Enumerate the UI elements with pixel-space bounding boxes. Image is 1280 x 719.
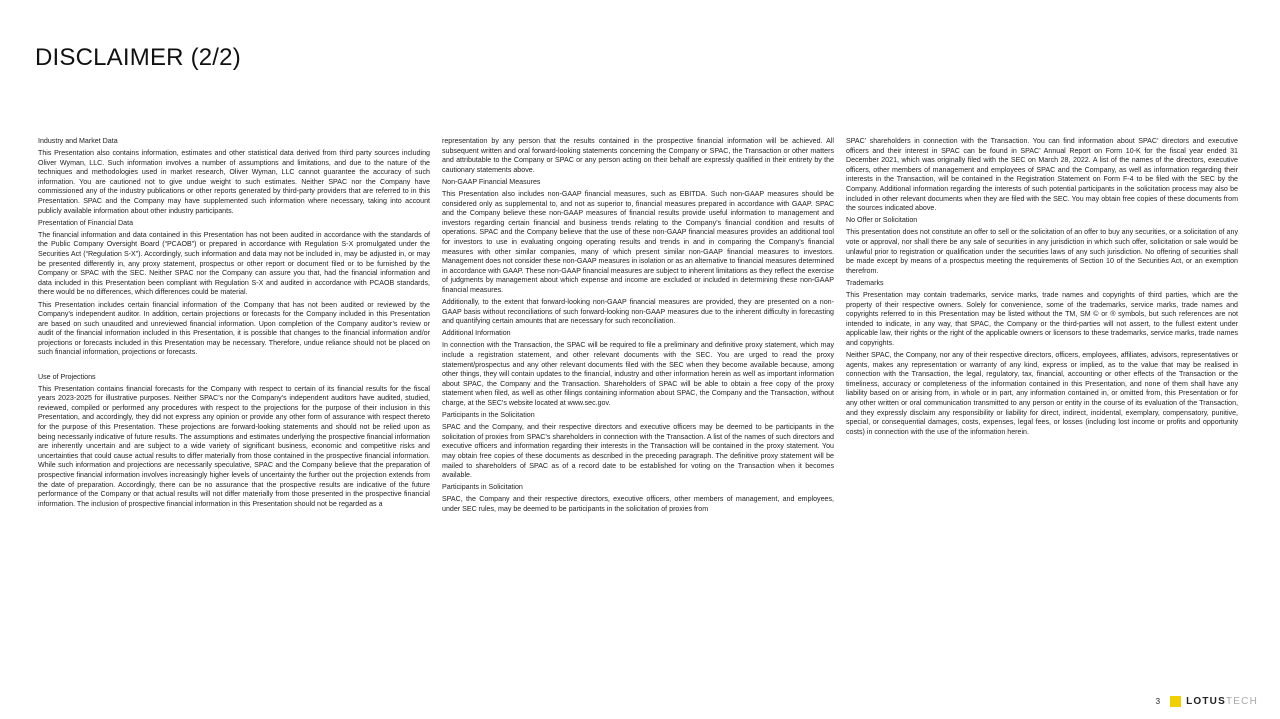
section-paragraph: This Presentation also includes non-GAAP financial measures, such as EBITDA. Such non-GAAP measures should be considered only as supplemental to, and not as superior to, financial measures prepared in accordance with GAAP. SPAC and the Company believe these non-GAAP measures of financial results provide useful information to management and investors regarding certain financial and business trends relating to the Company’s financial condition and results of operations. SPAC and the Company believe that the use of these non-GAAP financial measures provides an additional tool for investors to use in evaluating ongoing operating results and trends in and in comparing the Company’s financial measures with other similar companies, many of which present similar non-GAAP financial measures to investors. Management does not consider these non-GAAP measures in isolation or as an alternative to financial measures determined in accordance with GAAP. These non-GAAP financial measures are subject to inherent limitations as they reflect the exercise of judgments by management about which expense and income are excluded or included in determining these non-GAAP financial measures. <box>442 189 834 294</box>
footer <box>1156 696 1258 707</box>
section-paragraph: representation by any person that the results contained in the prospective financial information will be achieved. All subsequent written and oral forward-looking statements concerning the Company or SPAC, the Transaction or other matters and attributable to the Company or SPAC or any person acting on their behalf are expressly qualified in their entirety by the cautionary statements above. <box>442 137 834 174</box>
lotus-tech-logo <box>1170 696 1258 707</box>
section-heading: Participants in Solicitation <box>442 483 523 492</box>
section-paragraph: This Presentation includes certain financial information of the Company that has not been audited or reviewed by the Company’s independent auditor. In addition, certain projections or forecasts for the Company included in this Presentation are based on such unaudited and unreviewed financial information. Upon completion of the Company auditor’s review or audit of the financial information included in this Presentation, it is possible that changes to the financial information and/or projections or forecasts included in this Presentation may be necessary. Therefore, undue reliance should not be placed on such financial information, projections or forecasts. <box>38 300 430 357</box>
logo-text <box>1186 696 1258 707</box>
section-paragraph: This presentation does not constitute an offer to sell or the solicitation of an offer to buy any securities, or a solicitation of any vote or approval, nor shall there be any sale of securities in any jurisdiction in which such offer, solicitation or sale would be unlawful prior to registration or qualification under the securities laws of any such jurisdiction. No offering of securities shall be made except by means of a prospectus meeting the requirements of Section 10 of the Securities Act, or an exemption therefrom. <box>846 228 1238 275</box>
column-3 <box>846 137 1238 517</box>
logo-square-icon <box>1170 696 1181 707</box>
logo-text-main: LOTUS <box>1186 696 1226 707</box>
section-paragraph: SPAC, the Company and their respective directors, executive officers, other members of management, and employees, under SEC rules, may be deemed to be participants in the solicitation of proxies from <box>442 495 834 513</box>
section-heading: Presentation of Financial Data <box>38 218 134 227</box>
section-heading: Trademarks <box>846 278 884 287</box>
section-heading: Participants in the Solicitation <box>442 411 535 420</box>
page-title: DISCLAIMER (2/2) <box>35 44 241 71</box>
section-paragraph: This Presentation contains financial forecasts for the Company with respect to certain of its financial results for the fiscal years 2023-2025 for illustrative purposes. Neither SPAC’s nor the Company’s independent auditors have audited, studied, reviewed, compiled or performed any procedures with respect to the projections for the purpose of their inclusion in this Presentation, and accordingly, they did not express any opinion or provide any other form of assurance with respect thereto for the purpose of this Presentation. These projections are forward-looking statements and should not be relied upon as being necessarily indicative of future results. The assumptions and estimates underlying the prospective financial information are inherently uncertain and are subject to a wide variety of significant business, economic and competitive risks and uncertainties that could cause actual results to differ materially from those contained in the prospective financial information. While such information and projections are necessarily speculative, SPAC and the Company believe that the preparation of prospective financial information involves increasingly higher levels of uncertainty the further out the projection extends from the date of preparation. Accordingly, there can be no assurance that the prospective results are indicative of the future performance of the Company or that actual results will not differ materially from those presented in the prospective financial information. The inclusion of prospective financial information in this Presentation should not be regarded as a <box>38 384 430 508</box>
section-paragraph: This Presentation also contains information, estimates and other statistical data derived from third party sources including Oliver Wyman, LLC. Such information involves a number of assumptions and limitations, and due to the nature of the techniques and methodologies used in market research, Oliver Wyman, LLC cannot guarantee the accuracy of such information. You are cautioned not to give undue weight to such estimates. Neither SPAC nor the Company have commissioned any of the industry publications or other reports generated by third-party providers that are referred to in this Presentation. SPAC and the Company may have supplemented such information where necessary, taking into account publicly available information about other industry participants. <box>38 149 430 215</box>
section-heading: No Offer or Solicitation <box>846 216 918 225</box>
column-2 <box>442 137 834 517</box>
section-paragraph: The financial information and data contained in this Presentation has not been audited in accordance with the standards of the Public Company Oversight Board (“PCAOB”) or prepared in accordance with Regulation S-X promulgated under the Securities Act (“Regulation S-X”). Accordingly, such information and data may not be included in, may be adjusted in, or may be presented differently in, any proxy statement, prospectus or other report or document filed or to be furnished by the Company or SPAC with the SEC. Neither SPAC nor the Company can assure you that, had the financial information and data included in this Presentation been compliant with Regulation S-X and audited in accordance with PCAOB standards, there would be no differences, which differences could be material. <box>38 230 430 297</box>
section-paragraph: Neither SPAC, the Company, nor any of their respective directors, officers, employees, affiliates, advisors, representatives or agents, makes any representation or warranty of any kind, express or implied, as to the value that may be realised in connection with the Transaction, the legal, regulatory, tax, financial, accounting or other effects of the Transaction or the timeliness, accuracy or completeness of the information contained in this Presentation, and none of them shall have any liability based on or arising from, in whole or in part, any information contained in, or omitted from, this Presentation or for any other written or oral communication transmitted to any person or entity in the course of its evaluation of the Transaction, and they expressly disclaim any responsibility or liability for direct, indirect, incidental, exemplary, compensatory, punitive, special, or consequential damages, costs, expenses, legal fees, or losses (including lost income or profits and opportunity costs) in connection with the use of the information herein. <box>846 350 1238 436</box>
section-paragraph: SPAC’ shareholders in connection with the Transaction. You can find information about SPAC’ directors and executive officers and their interest in SPAC can be found in SPAC’ Annual Report on Form 10-K for the fiscal year ended 31 December 2021, which was originally filed with the SEC on March 28, 2022. A list of the names of the directors, executive officers, other members of management and employees of SPAC and the Company, as well as information regarding their interests in the Transaction, will be contained in the Registration Statement on Form F-4 to be filed with the SEC by the Company. Additional information regarding the interests of such potential participants in the solicitation process may also be included in other relevant documents when they are filed with the SEC. You may obtain free copies of these documents from the sources indicated above. <box>846 137 1238 213</box>
section-heading: Non-GAAP Financial Measures <box>442 177 541 186</box>
section-heading: Use of Projections <box>38 372 96 381</box>
section-heading: Industry and Market Data <box>38 137 118 145</box>
section-heading: Additional Information <box>442 329 511 338</box>
disclaimer-columns <box>38 137 1238 517</box>
column-1 <box>38 137 430 517</box>
section-gap <box>38 361 430 373</box>
section-paragraph: Additionally, to the extent that forward-looking non-GAAP financial measures are provided, they are presented on a non-GAAP basis without reconciliations of such forward-looking non-GAAP measures due to the inherent difficulty in forecasting and quantifying certain amounts that are necessary for such reconciliation. <box>442 298 834 326</box>
logo-text-light: TECH <box>1225 696 1258 707</box>
section-paragraph: In connection with the Transaction, the SPAC will be required to file a preliminary and definitive proxy statement, which may include a registration statement, and other relevant documents with the SEC. You are urged to read the proxy statement/prospectus and any other relevant documents filed with the SEC when they become available because, among other things, they will contain updates to the financial, industry and other information herein as well as important information about SPAC, the Company and the Transaction. Shareholders of SPAC will be able to obtain a free copy of the proxy statement when filed, as well as other filings containing information about SPAC, the Company and the Transaction, without charge, at the SEC’s website located at www.sec.gov. <box>442 341 834 407</box>
section-paragraph: SPAC and the Company, and their respective directors and executive officers may be deemed to be participants in the solicitation of proxies from SPAC’s shareholders in connection with the Transaction. A list of the names of such directors and executive officers and information regarding their interests in the Transaction will be contained in the proxy statement. You may obtain free copies of these documents as described in the preceding paragraph. The definitive proxy statement will be mailed to shareholders of SPAC as of a record date to be established for voting on the Transaction when it becomes available. <box>442 423 834 480</box>
section-paragraph: This Presentation may contain trademarks, service marks, trade names and copyrights of third parties, which are the property of their respective owners. Solely for convenience, some of the trademarks, service marks, trade names and copyrights referred to in this Presentation may be listed without the TM, SM © or ® symbols, but such references are not intended to indicate, in any way, that SPAC, the Company or the third-parties will not assert, to the fullest extent under applicable law, their rights or the right of the applicable owners or licensors to these trademarks, service marks, trade names and copyrights. <box>846 290 1238 347</box>
page-number: 3 <box>1155 697 1161 706</box>
